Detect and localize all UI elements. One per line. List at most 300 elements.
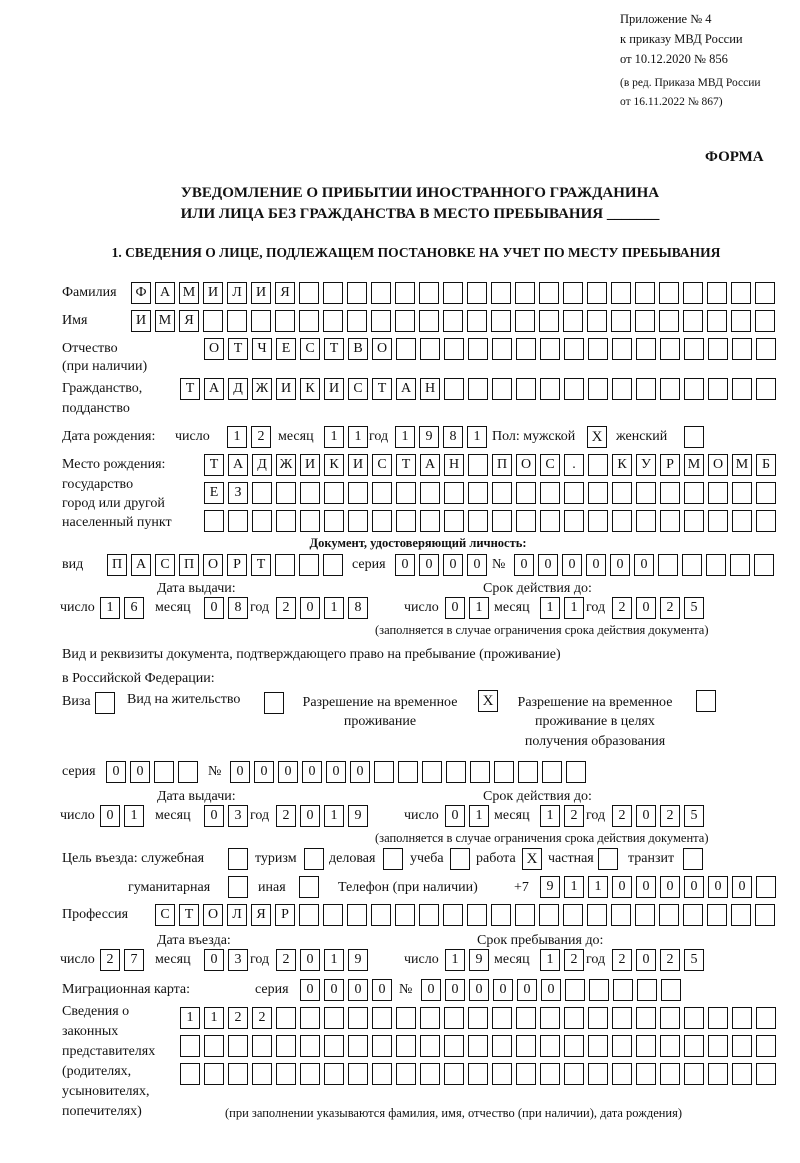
char-box[interactable] <box>636 378 656 400</box>
char-box[interactable] <box>395 310 415 332</box>
stay-valid-year-boxes[interactable] <box>612 805 704 827</box>
char-box[interactable] <box>708 338 728 360</box>
char-box[interactable]: 8 <box>348 597 368 619</box>
char-box[interactable]: Б <box>756 454 776 476</box>
char-box[interactable]: 2 <box>660 597 680 619</box>
char-box[interactable] <box>706 554 726 576</box>
char-box[interactable] <box>396 1035 416 1057</box>
char-box[interactable] <box>491 904 511 926</box>
char-box[interactable] <box>588 378 608 400</box>
char-box[interactable]: 0 <box>517 979 537 1001</box>
char-box[interactable] <box>443 310 463 332</box>
char-box[interactable]: Т <box>324 338 344 360</box>
char-box[interactable] <box>299 904 319 926</box>
char-box[interactable]: 2 <box>612 949 632 971</box>
char-box[interactable]: 0 <box>684 876 704 898</box>
char-box[interactable] <box>659 282 679 304</box>
char-box[interactable] <box>252 1035 272 1057</box>
char-box[interactable] <box>468 1063 488 1085</box>
char-box[interactable]: А <box>228 454 248 476</box>
char-box[interactable]: 2 <box>612 805 632 827</box>
char-box[interactable] <box>516 482 536 504</box>
char-box[interactable] <box>565 979 585 1001</box>
char-box[interactable] <box>300 1035 320 1057</box>
char-box[interactable] <box>299 310 319 332</box>
char-box[interactable]: П <box>179 554 199 576</box>
char-box[interactable] <box>275 554 295 576</box>
purpose-private-checkbox[interactable] <box>598 848 618 870</box>
purpose-study-checkbox[interactable] <box>450 848 470 870</box>
phone-boxes[interactable] <box>540 876 776 898</box>
char-box[interactable] <box>396 482 416 504</box>
char-box[interactable]: Д <box>228 378 248 400</box>
doc-number-boxes[interactable] <box>514 554 774 576</box>
char-box[interactable] <box>660 1007 680 1029</box>
char-box[interactable]: 2 <box>276 597 296 619</box>
char-box[interactable] <box>588 1035 608 1057</box>
char-box[interactable] <box>227 310 247 332</box>
char-box[interactable] <box>347 904 367 926</box>
char-box[interactable]: 3 <box>228 805 248 827</box>
char-box[interactable] <box>588 510 608 532</box>
char-box[interactable] <box>636 1035 656 1057</box>
char-box[interactable]: О <box>203 904 223 926</box>
char-box[interactable]: 1 <box>348 426 368 448</box>
char-box[interactable] <box>492 338 512 360</box>
char-box[interactable]: З <box>228 482 248 504</box>
char-box[interactable] <box>443 282 463 304</box>
char-box[interactable] <box>732 1063 752 1085</box>
stay-day-boxes[interactable] <box>445 949 489 971</box>
valid-day-boxes[interactable] <box>445 597 489 619</box>
char-box[interactable]: 1 <box>204 1007 224 1029</box>
char-box[interactable]: К <box>324 454 344 476</box>
char-box[interactable] <box>204 1035 224 1057</box>
valid-year-boxes[interactable] <box>612 597 704 619</box>
char-box[interactable]: 1 <box>100 597 120 619</box>
char-box[interactable]: 0 <box>348 979 368 1001</box>
char-box[interactable]: И <box>300 454 320 476</box>
char-box[interactable]: С <box>348 378 368 400</box>
char-box[interactable] <box>228 510 248 532</box>
char-box[interactable]: М <box>684 454 704 476</box>
char-box[interactable] <box>492 482 512 504</box>
char-box[interactable]: С <box>155 554 175 576</box>
char-box[interactable] <box>374 761 394 783</box>
char-box[interactable]: 0 <box>130 761 150 783</box>
char-box[interactable]: 1 <box>395 426 415 448</box>
char-box[interactable]: 1 <box>124 805 144 827</box>
char-box[interactable]: 1 <box>564 597 584 619</box>
char-box[interactable] <box>708 378 728 400</box>
char-box[interactable] <box>564 482 584 504</box>
char-box[interactable] <box>612 1035 632 1057</box>
char-box[interactable]: Ж <box>276 454 296 476</box>
char-box[interactable] <box>444 378 464 400</box>
char-box[interactable] <box>683 282 703 304</box>
char-box[interactable] <box>492 1063 512 1085</box>
char-box[interactable] <box>756 876 776 898</box>
representatives-boxes-line2[interactable] <box>180 1035 776 1057</box>
char-box[interactable] <box>420 1063 440 1085</box>
char-box[interactable] <box>371 904 391 926</box>
char-box[interactable] <box>516 378 536 400</box>
char-box[interactable] <box>730 554 750 576</box>
stay-issue-day-boxes[interactable] <box>100 805 144 827</box>
char-box[interactable] <box>276 510 296 532</box>
char-box[interactable] <box>180 1035 200 1057</box>
char-box[interactable] <box>754 554 774 576</box>
char-box[interactable]: . <box>564 454 584 476</box>
char-box[interactable]: 9 <box>419 426 439 448</box>
char-box[interactable]: 0 <box>469 979 489 1001</box>
char-box[interactable] <box>516 1063 536 1085</box>
char-box[interactable]: 0 <box>204 597 224 619</box>
char-box[interactable]: 5 <box>684 597 704 619</box>
char-box[interactable] <box>276 1007 296 1029</box>
char-box[interactable] <box>564 1035 584 1057</box>
char-box[interactable]: 0 <box>419 554 439 576</box>
char-box[interactable]: А <box>155 282 175 304</box>
char-box[interactable]: 0 <box>660 876 680 898</box>
char-box[interactable]: 2 <box>660 949 680 971</box>
char-box[interactable]: 0 <box>541 979 561 1001</box>
char-box[interactable] <box>491 282 511 304</box>
birthplace-boxes-line2[interactable] <box>204 482 776 504</box>
char-box[interactable] <box>563 310 583 332</box>
char-box[interactable]: 8 <box>228 597 248 619</box>
char-box[interactable]: 0 <box>610 554 630 576</box>
char-box[interactable]: О <box>516 454 536 476</box>
char-box[interactable] <box>203 310 223 332</box>
char-box[interactable]: 2 <box>660 805 680 827</box>
char-box[interactable] <box>563 282 583 304</box>
char-box[interactable] <box>708 510 728 532</box>
char-box[interactable] <box>180 1063 200 1085</box>
purpose-humanitarian-checkbox[interactable] <box>228 876 248 898</box>
char-box[interactable] <box>683 310 703 332</box>
char-box[interactable] <box>684 510 704 532</box>
char-box[interactable] <box>468 1035 488 1057</box>
char-box[interactable] <box>637 979 657 1001</box>
char-box[interactable] <box>588 1007 608 1029</box>
char-box[interactable] <box>636 338 656 360</box>
char-box[interactable]: П <box>492 454 512 476</box>
char-box[interactable] <box>470 761 490 783</box>
char-box[interactable] <box>683 904 703 926</box>
char-box[interactable] <box>587 310 607 332</box>
char-box[interactable] <box>276 482 296 504</box>
char-box[interactable] <box>756 1035 776 1057</box>
char-box[interactable] <box>612 510 632 532</box>
char-box[interactable] <box>372 1063 392 1085</box>
char-box[interactable]: 6 <box>124 597 144 619</box>
char-box[interactable] <box>731 904 751 926</box>
male-checkbox[interactable]: X <box>587 426 607 448</box>
profession-boxes[interactable] <box>155 904 775 926</box>
char-box[interactable] <box>636 482 656 504</box>
char-box[interactable] <box>612 378 632 400</box>
char-box[interactable] <box>372 482 392 504</box>
birthplace-boxes-line3[interactable] <box>204 510 776 532</box>
char-box[interactable]: 1 <box>588 876 608 898</box>
char-box[interactable] <box>589 979 609 1001</box>
char-box[interactable]: Т <box>228 338 248 360</box>
char-box[interactable] <box>492 510 512 532</box>
char-box[interactable]: Я <box>251 904 271 926</box>
char-box[interactable] <box>587 904 607 926</box>
char-box[interactable]: Т <box>372 378 392 400</box>
char-box[interactable] <box>419 904 439 926</box>
migration-number-boxes[interactable] <box>421 979 681 1001</box>
char-box[interactable] <box>587 282 607 304</box>
char-box[interactable]: Т <box>396 454 416 476</box>
char-box[interactable] <box>299 282 319 304</box>
char-box[interactable] <box>708 1063 728 1085</box>
char-box[interactable] <box>756 510 776 532</box>
char-box[interactable] <box>348 482 368 504</box>
char-box[interactable] <box>563 904 583 926</box>
char-box[interactable]: Я <box>179 310 199 332</box>
trp-edu-checkbox[interactable] <box>696 690 716 712</box>
char-box[interactable] <box>756 338 776 360</box>
char-box[interactable] <box>515 282 535 304</box>
char-box[interactable]: О <box>203 554 223 576</box>
char-box[interactable]: А <box>131 554 151 576</box>
stay-issue-year-boxes[interactable] <box>276 805 368 827</box>
char-box[interactable] <box>444 1035 464 1057</box>
char-box[interactable] <box>468 510 488 532</box>
char-box[interactable] <box>276 1063 296 1085</box>
char-box[interactable]: 2 <box>276 805 296 827</box>
char-box[interactable]: 0 <box>300 597 320 619</box>
char-box[interactable]: 0 <box>443 554 463 576</box>
char-box[interactable]: М <box>732 454 752 476</box>
migration-series-boxes[interactable] <box>300 979 392 1001</box>
char-box[interactable]: 2 <box>252 1007 272 1029</box>
valid-month-boxes[interactable] <box>540 597 584 619</box>
char-box[interactable] <box>612 1063 632 1085</box>
char-box[interactable]: 1 <box>324 805 344 827</box>
birth-year-boxes[interactable] <box>395 426 487 448</box>
char-box[interactable] <box>492 1035 512 1057</box>
char-box[interactable]: 7 <box>124 949 144 971</box>
char-box[interactable]: 0 <box>254 761 274 783</box>
char-box[interactable]: 5 <box>684 949 704 971</box>
char-box[interactable] <box>732 510 752 532</box>
char-box[interactable] <box>635 282 655 304</box>
char-box[interactable]: 0 <box>636 876 656 898</box>
char-box[interactable] <box>323 554 343 576</box>
char-box[interactable] <box>588 338 608 360</box>
char-box[interactable]: Р <box>660 454 680 476</box>
char-box[interactable] <box>467 904 487 926</box>
stay-valid-month-boxes[interactable] <box>540 805 584 827</box>
char-box[interactable]: А <box>396 378 416 400</box>
char-box[interactable] <box>396 338 416 360</box>
char-box[interactable]: 0 <box>302 761 322 783</box>
char-box[interactable] <box>612 1007 632 1029</box>
stay-month-boxes[interactable] <box>540 949 584 971</box>
char-box[interactable] <box>636 510 656 532</box>
char-box[interactable] <box>755 282 775 304</box>
char-box[interactable] <box>566 761 586 783</box>
char-box[interactable]: 1 <box>324 949 344 971</box>
representatives-boxes-line1[interactable] <box>180 1007 776 1029</box>
char-box[interactable] <box>395 282 415 304</box>
char-box[interactable] <box>684 1063 704 1085</box>
char-box[interactable] <box>444 482 464 504</box>
char-box[interactable] <box>660 482 680 504</box>
char-box[interactable] <box>443 904 463 926</box>
char-box[interactable] <box>444 510 464 532</box>
char-box[interactable]: 0 <box>372 979 392 1001</box>
char-box[interactable] <box>348 1007 368 1029</box>
char-box[interactable] <box>371 310 391 332</box>
name-boxes[interactable] <box>131 310 775 332</box>
char-box[interactable]: Е <box>204 482 224 504</box>
char-box[interactable] <box>228 1035 248 1057</box>
char-box[interactable] <box>444 1007 464 1029</box>
char-box[interactable] <box>468 454 488 476</box>
char-box[interactable] <box>324 1063 344 1085</box>
char-box[interactable] <box>419 310 439 332</box>
char-box[interactable] <box>372 1007 392 1029</box>
visa-checkbox[interactable] <box>95 692 115 714</box>
char-box[interactable]: Л <box>227 282 247 304</box>
char-box[interactable] <box>252 510 272 532</box>
char-box[interactable] <box>708 1035 728 1057</box>
char-box[interactable]: О <box>204 338 224 360</box>
char-box[interactable] <box>396 1007 416 1029</box>
char-box[interactable]: О <box>708 454 728 476</box>
purpose-official-checkbox[interactable] <box>228 848 248 870</box>
char-box[interactable] <box>276 1035 296 1057</box>
char-box[interactable] <box>468 338 488 360</box>
char-box[interactable]: Т <box>179 904 199 926</box>
char-box[interactable]: 1 <box>324 426 344 448</box>
char-box[interactable]: Д <box>252 454 272 476</box>
char-box[interactable] <box>347 282 367 304</box>
char-box[interactable]: Ж <box>252 378 272 400</box>
char-box[interactable] <box>708 482 728 504</box>
char-box[interactable]: В <box>348 338 368 360</box>
char-box[interactable]: 0 <box>421 979 441 1001</box>
char-box[interactable] <box>204 1063 224 1085</box>
char-box[interactable] <box>372 1035 392 1057</box>
char-box[interactable] <box>588 1063 608 1085</box>
char-box[interactable]: А <box>420 454 440 476</box>
char-box[interactable] <box>275 310 295 332</box>
char-box[interactable] <box>420 1007 440 1029</box>
char-box[interactable]: 0 <box>634 554 654 576</box>
char-box[interactable]: 0 <box>708 876 728 898</box>
char-box[interactable]: 1 <box>467 426 487 448</box>
char-box[interactable]: 9 <box>348 949 368 971</box>
char-box[interactable] <box>348 1035 368 1057</box>
char-box[interactable] <box>564 1007 584 1029</box>
char-box[interactable] <box>348 510 368 532</box>
char-box[interactable] <box>516 338 536 360</box>
char-box[interactable] <box>732 338 752 360</box>
char-box[interactable]: 0 <box>100 805 120 827</box>
char-box[interactable]: 0 <box>230 761 250 783</box>
char-box[interactable]: 0 <box>445 805 465 827</box>
char-box[interactable] <box>518 761 538 783</box>
char-box[interactable]: И <box>131 310 151 332</box>
char-box[interactable] <box>539 904 559 926</box>
char-box[interactable]: 2 <box>612 597 632 619</box>
char-box[interactable]: М <box>179 282 199 304</box>
char-box[interactable]: 0 <box>204 949 224 971</box>
char-box[interactable]: 1 <box>227 426 247 448</box>
char-box[interactable] <box>252 1063 272 1085</box>
char-box[interactable]: 0 <box>300 949 320 971</box>
char-box[interactable] <box>324 510 344 532</box>
stay-issue-month-boxes[interactable] <box>204 805 248 827</box>
char-box[interactable] <box>756 1063 776 1085</box>
stay-year-boxes[interactable] <box>612 949 704 971</box>
char-box[interactable] <box>540 482 560 504</box>
char-box[interactable] <box>299 554 319 576</box>
char-box[interactable]: 1 <box>324 597 344 619</box>
entry-month-boxes[interactable] <box>204 949 248 971</box>
char-box[interactable] <box>756 1007 776 1029</box>
char-box[interactable] <box>323 282 343 304</box>
char-box[interactable] <box>612 482 632 504</box>
char-box[interactable]: Т <box>180 378 200 400</box>
char-box[interactable] <box>707 282 727 304</box>
char-box[interactable]: М <box>155 310 175 332</box>
char-box[interactable]: 0 <box>300 979 320 1001</box>
char-box[interactable] <box>542 761 562 783</box>
char-box[interactable]: 0 <box>493 979 513 1001</box>
char-box[interactable]: С <box>300 338 320 360</box>
purpose-other-checkbox[interactable] <box>299 876 319 898</box>
char-box[interactable] <box>371 282 391 304</box>
char-box[interactable]: 0 <box>562 554 582 576</box>
char-box[interactable]: 2 <box>228 1007 248 1029</box>
char-box[interactable] <box>491 310 511 332</box>
char-box[interactable]: 0 <box>636 949 656 971</box>
char-box[interactable] <box>515 904 535 926</box>
char-box[interactable] <box>636 1007 656 1029</box>
char-box[interactable] <box>564 378 584 400</box>
char-box[interactable] <box>731 282 751 304</box>
char-box[interactable] <box>659 310 679 332</box>
char-box[interactable] <box>492 378 512 400</box>
char-box[interactable] <box>468 1007 488 1029</box>
char-box[interactable]: 8 <box>443 426 463 448</box>
char-box[interactable]: С <box>155 904 175 926</box>
char-box[interactable] <box>636 1063 656 1085</box>
char-box[interactable] <box>300 510 320 532</box>
char-box[interactable] <box>611 904 631 926</box>
char-box[interactable]: 1 <box>469 805 489 827</box>
char-box[interactable]: 9 <box>469 949 489 971</box>
char-box[interactable] <box>756 482 776 504</box>
char-box[interactable] <box>684 1007 704 1029</box>
char-box[interactable] <box>707 904 727 926</box>
char-box[interactable] <box>323 310 343 332</box>
char-box[interactable]: А <box>204 378 224 400</box>
stay-number-boxes[interactable] <box>230 761 586 783</box>
char-box[interactable] <box>731 310 751 332</box>
char-box[interactable]: 2 <box>564 949 584 971</box>
char-box[interactable]: 1 <box>540 597 560 619</box>
char-box[interactable]: Н <box>444 454 464 476</box>
representatives-boxes-line3[interactable] <box>180 1063 776 1085</box>
